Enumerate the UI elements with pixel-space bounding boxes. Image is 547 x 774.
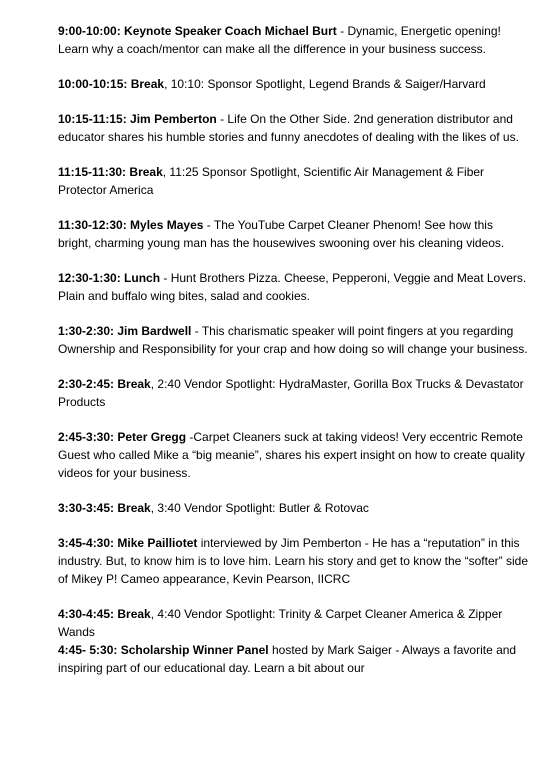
entry-title: Jim Bardwell — [114, 324, 192, 338]
schedule-entry-break-3 — [58, 375, 528, 411]
entry-title: Break — [127, 77, 165, 91]
entry-title: Break — [114, 607, 151, 621]
entry-title: Break — [126, 165, 163, 179]
entry-time: 4:30-4:45: — [58, 607, 115, 621]
entry-title: Break — [114, 377, 151, 391]
entry-time: 2:30-2:45: — [58, 377, 115, 391]
entry-description: , 2:40 Vendor Spotlight: HydraMaster, Gorilla Box Trucks & Devastator Products — [58, 377, 524, 409]
entry-description: interviewed by Jim Pemberton - He has a “reputation” in this industry. But, to know him is to love him. Learn his story and get to know the “softer” side of Mikey P! Cameo appearance, Kevin Pearson, IICRC — [58, 536, 528, 586]
entry-description: -Carpet Cleaners suck at taking videos! Very eccentric Remote Guest who called Mike a “big meanie”, shares his expert insight on how to create quality videos for your business. — [58, 430, 525, 480]
schedule-entry-scholarship-panel — [58, 641, 528, 677]
schedule-entry-peter-gregg — [58, 428, 528, 482]
entry-time: 11:30-12:30: — [58, 218, 127, 232]
entry-time: 1:30-2:30: — [58, 324, 115, 338]
entry-title: Lunch — [120, 271, 161, 285]
schedule-entry-lunch — [58, 269, 528, 305]
entry-description: - The YouTube Carpet Cleaner Phenom! See how this bright, charming young man has the housewives swooning over his cleaning videos. — [58, 218, 505, 250]
entry-description: - This charismatic speaker will point fingers at you regarding Ownership and Responsibility for your crap and how doing so will change your business. — [58, 324, 528, 356]
schedule-entry-break-4 — [58, 499, 528, 517]
entry-time: 3:30-3:45: — [58, 501, 115, 515]
entry-time: 4:45- 5:30: — [58, 643, 118, 657]
entry-description: - Dynamic, Energetic opening! Learn why a coach/mentor can make all the difference in your business success. — [58, 24, 501, 56]
entry-description: , 3:40 Vendor Spotlight: Butler & Rotovac — [150, 501, 369, 515]
entry-title: Scholarship Winner Panel — [117, 643, 269, 657]
entry-time: 12:30-1:30: — [58, 271, 121, 285]
schedule-entry-jim-bardwell — [58, 322, 528, 358]
entry-description: , 11:25 Sponsor Spotlight, Scientific Air Management & Fiber Protector America — [58, 165, 485, 197]
schedule-document — [58, 22, 528, 677]
entry-description: - Life On the Other Side. 2nd generation distributor and educator shares his humble stories and funny anecdotes of dealing with the likes of us. — [58, 112, 519, 144]
schedule-entry-break-2 — [58, 163, 528, 199]
entry-time: 3:45-4:30: — [58, 536, 115, 550]
entry-title: Break — [114, 501, 151, 515]
schedule-entry-break-1 — [58, 75, 528, 93]
schedule-entry-keynote — [58, 22, 528, 58]
entry-title: Mike Pailliotet — [114, 536, 198, 550]
entry-description: hosted by Mark Saiger - Always a favorite and inspiring part of our educational day. Learn a bit about our — [58, 643, 517, 675]
schedule-entry-jim-pemberton — [58, 110, 528, 146]
entry-time: 10:15-11:15: — [58, 112, 127, 126]
entry-time: 9:00-10:00: — [58, 24, 121, 38]
entry-title: Peter Gregg — [114, 430, 187, 444]
schedule-entry-myles-mayes — [58, 216, 528, 252]
entry-description: , 10:10: Sponsor Spotlight, Legend Brands & Saiger/Harvard — [164, 77, 486, 91]
entry-description: - Hunt Brothers Pizza. Cheese, Pepperoni, Veggie and Meat Lovers. Plain and buffalo wing bites, salad and cookies. — [58, 271, 527, 303]
schedule-entry-break-5 — [58, 605, 528, 641]
entry-title: Jim Pemberton — [126, 112, 217, 126]
schedule-entry-mike-pailliotet — [58, 534, 528, 588]
entry-title: Myles Mayes — [126, 218, 204, 232]
entry-description: , 4:40 Vendor Spotlight: Trinity & Carpet Cleaner America & Zipper Wands — [58, 607, 503, 639]
entry-time: 11:15-11:30: — [58, 165, 127, 179]
entry-title: Keynote Speaker Coach Michael Burt — [120, 24, 337, 38]
entry-time: 2:45-3:30: — [58, 430, 115, 444]
entry-time: 10:00-10:15: — [58, 77, 128, 91]
